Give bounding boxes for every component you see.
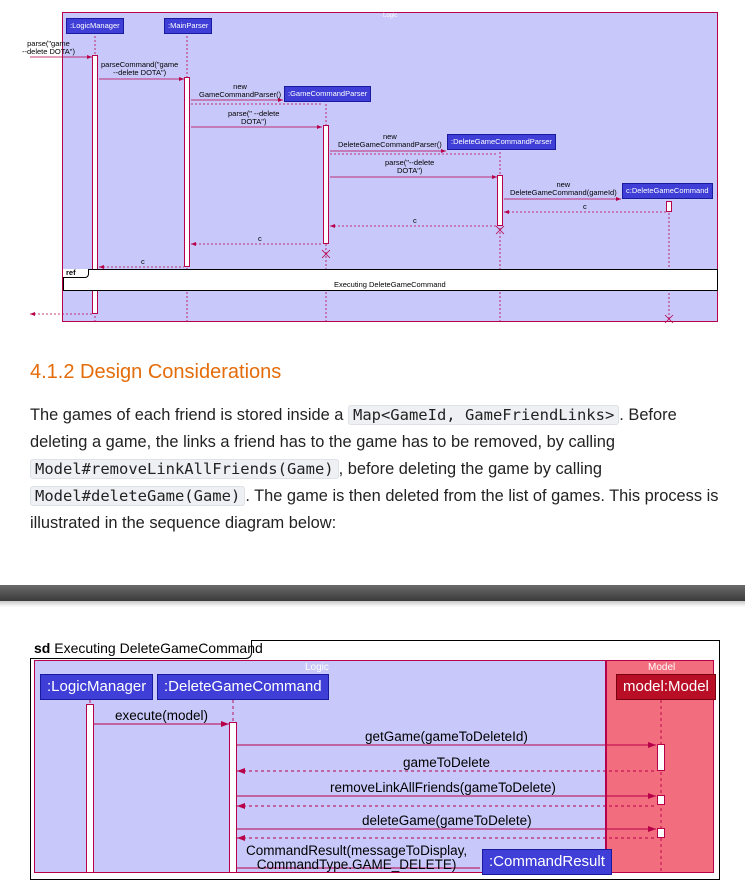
activation-model-get [657,744,665,771]
return-c-dgc: c [583,202,587,211]
msg-new-gcp: new GameCommandParser() [199,82,282,99]
code-remove-link: Model#removeLinkAllFriends(Game) [30,459,339,479]
msg-remove-links: removeLinkAllFriends(gameToDelete) [330,780,556,795]
return-c-gcp: c [258,234,262,243]
object-logic-manager-2: :LogicManager [40,674,153,700]
return-c-dgcp: c [413,216,417,225]
sd-title-text: Executing DeleteGameCommand [54,640,263,656]
para-text-2: . Before deleting a game, the links a friend has to the game has to be removed, by calling [30,406,677,451]
object-delete-game-command-2: :DeleteGameCommand [157,674,329,700]
model-partition-label: Model [648,662,676,673]
msg-parse-gcp: parse(" --delete DOTA") [228,109,280,126]
ref-text: Executing DeleteGameCommand [334,280,446,289]
logic-partition-label: Logic [305,662,329,673]
msg-new-dgcp: new DeleteGameCommandParser() [338,132,442,149]
msg-command-result: CommandResult(messageToDisplay, CommandType.GAME_DELETE) [246,843,468,872]
para-text-4: . The game is then deleted from the list of games. This process is illustrated in the sequence diagram below: [30,487,719,532]
ret-game-to-delete: gameToDelete [403,755,491,770]
object-delete-game-command-parser: :DeleteGameCommandParser [447,134,556,150]
object-delete-game-command: c:DeleteGameCommand [622,183,713,199]
return-c-main: c [141,257,145,266]
msg-execute: execute(model) [115,708,209,723]
para-text-1: The games of each friend is stored inside a [30,406,348,424]
activation-logic-manager-2 [86,704,94,873]
object-game-command-parser: :GameCommandParser [284,86,371,102]
activation-model-remove [657,795,665,805]
object-model: model:Model [616,674,716,700]
object-main-parser: :MainParser [164,18,212,34]
section-heading: 4.1.2 Design Considerations [30,361,282,383]
msg-get-game: getGame(gameToDeleteId) [365,729,528,744]
msg-parse-command: parseCommand("game --delete DOTA") [101,60,179,77]
msg-delete-game: deleteGame(gameToDelete) [362,813,532,828]
code-map: Map<GameId, GameFriendLinks> [348,405,619,425]
logic-frame-label: Logic [383,13,398,19]
activation-delete-game-command [229,722,237,873]
object-command-result: :CommandResult [482,849,612,875]
sd-keyword: sd [34,640,51,656]
msg-parse-in: parse("game --delete DOTA") [22,39,75,56]
ref-tag-label: ref [66,268,76,277]
msg-new-dgc: new DeleteGameCommand(gameId) [510,180,617,197]
code-delete-game: Model#deleteGame(Game) [30,486,245,506]
msg-parse-dgcp: parse("--delete DOTA") [385,158,435,175]
object-logic-manager: :LogicManager [66,18,124,34]
activation-model-delete [657,828,665,838]
para-text-3: , before deleting the game by calling [338,460,602,478]
